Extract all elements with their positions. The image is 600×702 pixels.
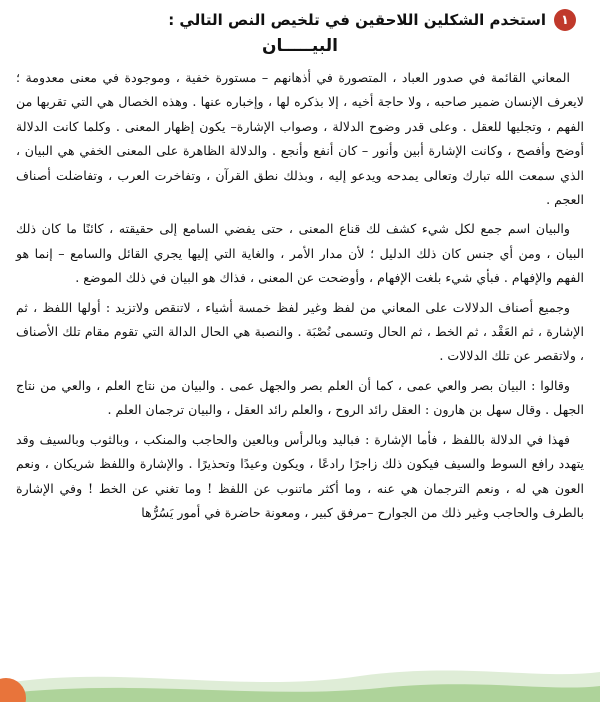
passage-title: البيـــــان — [261, 36, 339, 56]
decorative-corner-circle — [0, 668, 34, 702]
decorative-bottom-wave — [0, 654, 600, 702]
question-instruction: استخدم الشكلين اللاحقين في تلخيص النص التالي : — [168, 11, 546, 29]
paragraph-3: وجميع أصناف الدلالات على المعاني من لفظ وغير لفظ خمسة أشياء ، لاتنقص ولاتزيد : أولها اللفظ ، ثم الإشارة ، ثم العَقْد ، ثم الخط ، ثم الحال وتسمى نُصْبَة . والنصبة هي الحال الدالة التي تقوم مقام تلك الأصناف ، ولاتقصر عن تلك الدلالات . — [16, 299, 584, 364]
question-number-badge: ١ — [554, 9, 576, 31]
paragraph-1: المعاني القائمة في صدور العباد ، المتصورة في أذهانهم – مستورة خفية ، وموجودة في معنى معدومة ؛ لايعرف الإنسان ضمير صاحبه ، ولا حاجة أخيه ، إلا بذكره لها ، وإخباره عنها . وهذه الخصال هي التي تقربها من الفهم ، وتجليها للعقل . وعلى قدر وضوح الدلالة ، وصواب الإشارة– يكون إظهار المعنى . وكلما كانت الدلالة أوضح وأفصح ، وكانت الإشارة أبين وأنور – كان أنفع وأنجع . والدلالة الظاهرة على المعنى الخفي هي البيان ، الذي سمعت الله تبارك وتعالى يمدحه ويدعو إليه ، وبذلك نطق القرآن ، وتفاخرت العرب ، وتفاضلت أصناف العجم . — [16, 70, 584, 208]
paragraph-2: والبيان اسم جمع لكل شيء كشف لك قناع المعنى ، حتى يفضي السامع إلى حقيقته ، كائنًا ما كان ذلك البيان ، ومن أي جنس كان ذلك الدليل ؛ لأن مدار الأمر ، والغاية التي إليها يجري القائل والسامع – إنما هو الفهم والإفهام . فبأي شيء بلغت الإفهام ، وأوضحت عن المعنى ، فذاك هو البيان في ذلك الموضع . — [16, 221, 584, 286]
paragraph-4: وقالوا : البيان بصر والعي عمى ، كما أن العلم بصر والجهل عمى . والبيان من نتاج العلم ، والعي من نتاج الجهل . وقال سهل بن هارون : العقل رائد الروح ، والعلم رائد العقل ، والبيان ترجمان العلم . — [16, 377, 584, 418]
passage-body — [16, 66, 584, 530]
question-header — [24, 6, 576, 34]
paragraph-5: فهذا في الدلالة باللفظ ، فأما الإشارة : فباليد وبالرأس وبالعين والحاجب والمنكب ، وبالثوب وبالسيف وقد يتهدد رافع السوط والسيف فيكون ذلك زاجرًا رادعًا ، ويكون وعيدًا وتحذيرًا . والإشارة واللفظ شريكان ، ونعم العون هي له ، ونعم الترجمان هي عنه ، وما أكثر ماتنوب عن اللفظ ! وما تغني عن الخط ! وفي الإشارة بالطرف والحاجب وغير ذلك من الجوارح –مرفق كبير ، ومعونة حاضرة في أمور يَسُرُّها — [16, 431, 584, 520]
